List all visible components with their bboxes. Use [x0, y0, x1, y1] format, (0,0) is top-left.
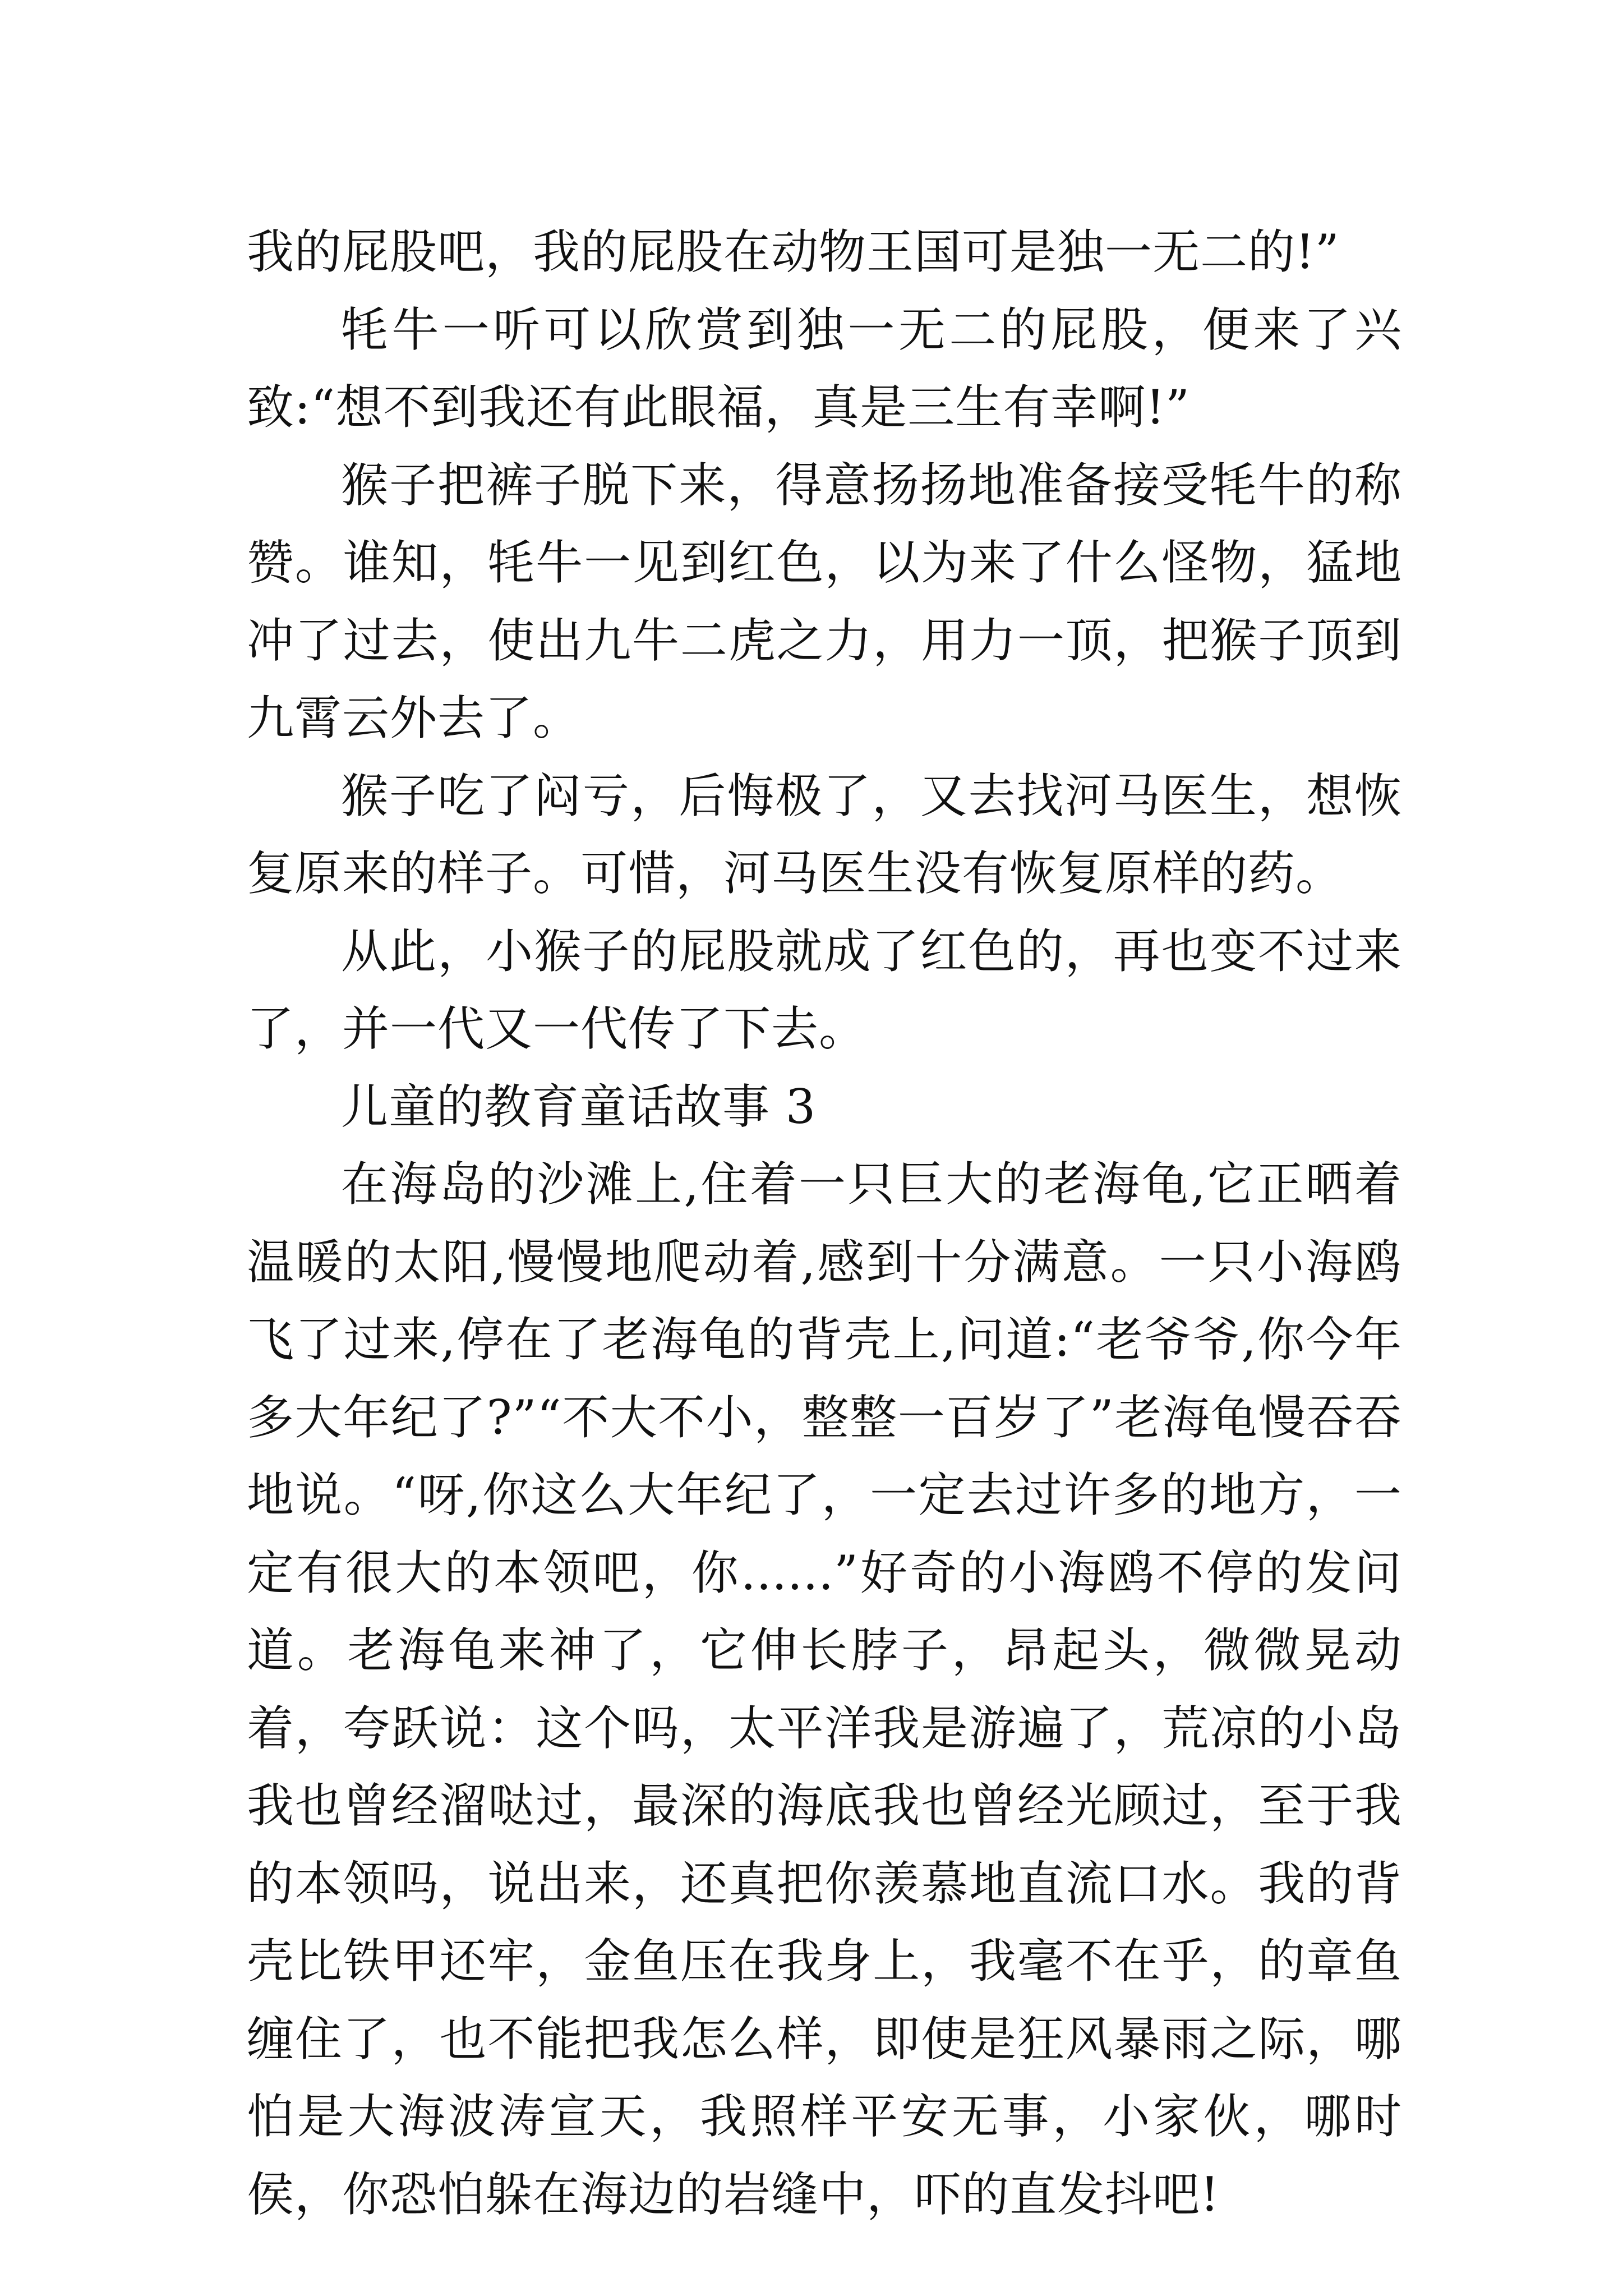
- paragraph-7: 在海岛的沙滩上,住着一只巨大的老海龟,它正晒着温暖的太阳,慢慢地爬动着,感到十分满意。一只小海鸥飞了过来,停在了老海龟的背壳上,问道:“老爷爷,你今年多大年纪了?”“不大不小，整整一百岁了”老海龟慢吞吞地说。“呀,你这么大年纪了，一定去过许多的地方，一定有很大的本领吧，你......”好奇的小海鸥不停的发问道。老海龟来神了，它伸长脖子，昂起头，微微晃动着，夸跃说：这个吗，太平洋我是游遍了，荒凉的小岛我也曾经溜哒过，最深的海底我也曾经光顾过，至于我的本领吗，说出来，还真把你羡慕地直流口水。我的背壳比铁甲还牢，金鱼压在我身上，我毫不在乎，的章鱼缠住了，也不能把我怎么样，即使是狂风暴雨之际，哪怕是大海波涛宣天，我照样平安无事，小家伙，哪时侯，你恐怕躲在海边的岩缝中，吓的直发抖吧!: [247, 1157, 1402, 2222]
- paragraph-2: 牦牛一听可以欣赏到独一无二的屁股，便来了兴致:“想不到我还有此眼福，真是三生有幸啊!”: [247, 302, 1402, 435]
- section-heading: 儿童的教育童话故事 3: [341, 1079, 817, 1134]
- document-body: [247, 213, 1402, 2233]
- paragraph-1: 我的屁股吧，我的屁股在动物王国可是独一无二的!”: [247, 224, 1340, 279]
- paragraph-4: 猴子吃了闷亏，后悔极了，又去找河马医生，想恢复原来的样子。可惜，河马医生没有恢复原样的药。: [247, 768, 1402, 901]
- paragraph-5: 从此，小猴子的屁股就成了红色的，再也变不过来了，并一代又一代传了下去。: [247, 923, 1402, 1056]
- paragraph-3: 猴子把裤子脱下来，得意扬扬地准备接受牦牛的称赞。谁知，牦牛一见到红色，以为来了什么怪物，猛地冲了过去，使出九牛二虎之力，用力一顶，把猴子顶到九霄云外去了。: [247, 457, 1402, 746]
